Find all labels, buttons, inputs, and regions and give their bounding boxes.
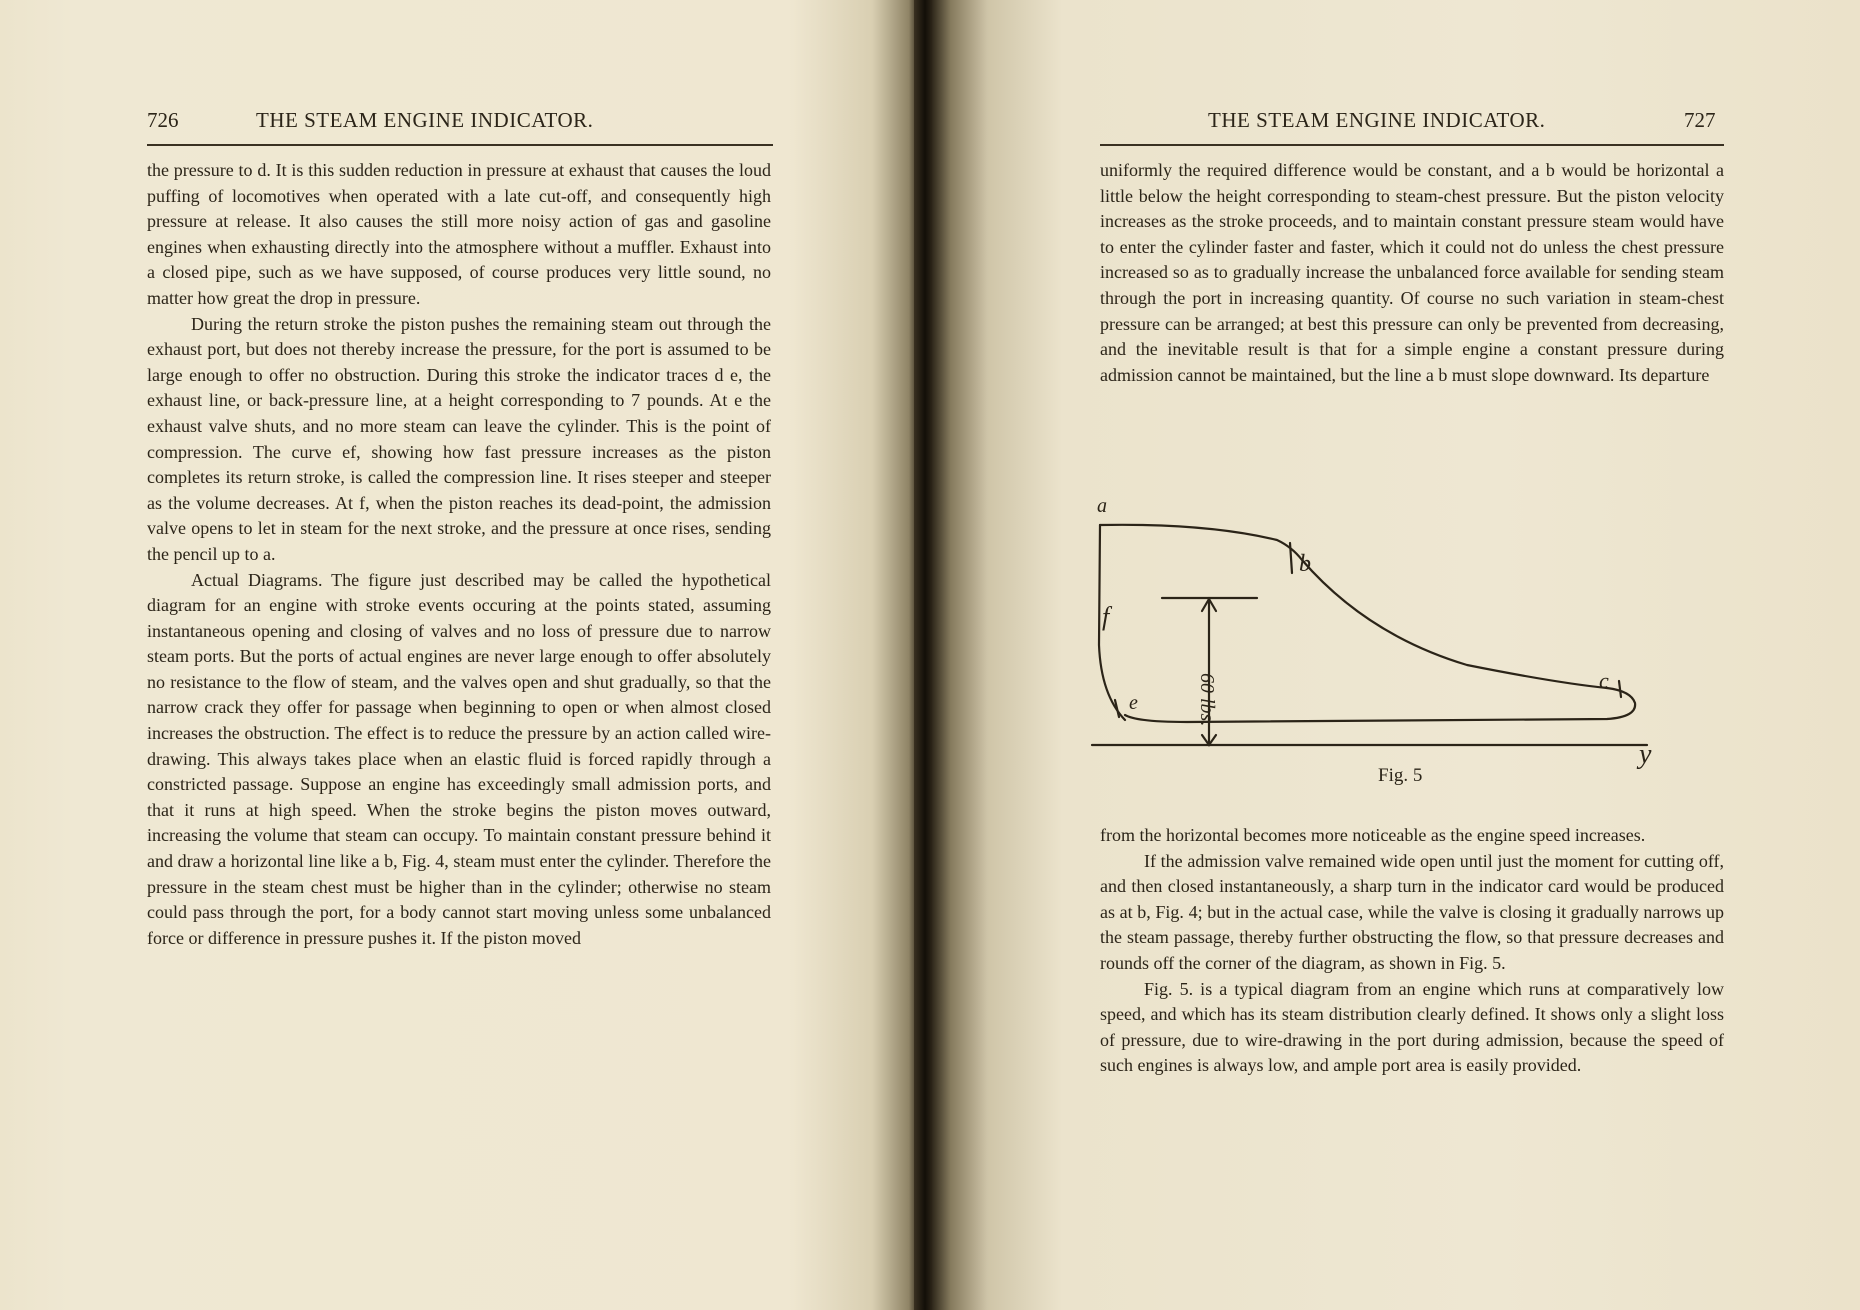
right-page-number: 727 [1684, 108, 1716, 132]
left-header-rule [147, 144, 773, 146]
right-body-text-bottom [1100, 823, 1724, 1079]
scale-label: 60 lbs. [1196, 673, 1218, 727]
label-e: e [1129, 692, 1138, 714]
label-f: f [1102, 602, 1110, 631]
left-body-text [147, 158, 771, 951]
indicator-diagram-figure [1087, 495, 1687, 775]
right-running-head: THE STEAM ENGINE INDICATOR. [1208, 108, 1546, 132]
right-paragraph-top: uniformly the required difference would be constant, and a b would be horizontal a little below the height corresponding to steam-chest pressure. But the piston velocity increases as the stroke proceeds, and to maintain constant pressure steam would have to enter the cylinder faster and faster, which it could not do unless the chest pressure increased so as to gradually increase the unbalanced force available for sending steam through the port in increasing quantity. Of course no such variation in steam-chest pressure can be arranged; at best this pressure can only be prevented from decreasing, and the inevitable result is that for a simple engine a constant pressure during admission cannot be maintained, but the line a b must slope downward. Its departure [1100, 160, 1724, 385]
left-page [0, 0, 918, 1310]
figure-caption: Fig. 5 [1378, 765, 1423, 786]
right-paragraph-bottom-3: Fig. 5. is a typical diagram from an engine which runs at comparatively low speed, and which has its steam distribution clearly defined. It shows only a slight loss of pressure, due to wire-drawing in the port during admission, because the speed of such engines is always low, and ample port area is easily provided. [1100, 978, 1724, 1076]
label-y: y [1639, 739, 1652, 770]
right-body-text-top [1100, 158, 1724, 388]
left-paragraph-1: the pressure to d. It is this sudden reduction in pressure at exhaust that causes the loud puffing of locomotives when operated with a late cut-off, and consequently high pressure at release. It also causes the still more noisy action of gas and gasoline engines when exhausting directly into the atmosphere without a muffler. Exhaust into a closed pipe, such as we have supposed, of course produces very little sound, no matter how great the drop in pressure. [147, 160, 771, 308]
right-header-rule [1100, 144, 1724, 146]
label-c: c [1599, 668, 1609, 693]
right-page [932, 0, 1860, 1310]
left-running-head: THE STEAM ENGINE INDICATOR. [256, 108, 594, 132]
left-paragraph-3: Actual Diagrams. The figure just described may be called the hypothetical diagram for an engine with stroke events occuring at the points stated, assuming instantaneous opening and closing of valves and no loss of pressure due to narrow steam ports. But the ports of actual engines are never large enough to offer absolutely no resistance to the flow of steam, and the valves open and shut gradually, so that the narrow crack they offer for passage when beginning to open or when almost closed increases the obstruction. The effect is to reduce the pressure by an action called wire-drawing. This always takes place when an elastic fluid is forced rapidly through a constricted passage. Suppose an engine has exceedingly small admission ports, and that it runs at high speed. When the stroke begins the piston moves outward, increasing the volume that steam can occupy. To maintain constant pressure behind it and draw a horizontal line like a b, Fig. 4, steam must enter the cylinder. Therefore the pressure in the steam chest must be higher than in the cylinder; otherwise no steam could pass through the port, for a body cannot start moving unless some unbalanced force or difference in pressure pushes it. If the piston moved [147, 569, 771, 948]
left-page-number: 726 [147, 108, 179, 132]
label-a: a [1097, 495, 1107, 517]
label-b: b [1299, 551, 1311, 577]
c-tick [1619, 681, 1621, 697]
right-paragraph-bottom-2: If the admission valve remained wide open until just the moment for cutting off, and then closed instantaneously, a sharp turn in the indicator card would be produced as at b, Fig. 4; but in the actual case, while the valve is closing it gradually narrows up the steam passage, thereby further obstructing the flow, so that pressure decreases and rounds off the corner of the diagram, as shown in Fig. 5. [1100, 850, 1724, 973]
steam-expansion-line [1100, 525, 1607, 688]
right-paragraph-bottom-1: from the horizontal becomes more noticeable as the engine speed increases. [1100, 825, 1646, 845]
b-tick [1290, 543, 1292, 573]
left-paragraph-2: During the return stroke the piston pushes the remaining steam out through the exhaust port, but does not thereby increase the pressure, for the port is assumed to be large enough to offer no obstruction. During this stroke the indicator traces d e, the exhaust line, or back-pressure line, at a height corresponding to 7 pounds. At e the exhaust valve shuts, and no more steam can leave the cylinder. This is the point of compression. The curve ef, showing how fast pressure increases as the piston completes its return stroke, is called the compression line. It rises steeper and steeper as the volume decreases. At f, when the piston reaches its dead-point, the admission valve opens to let in steam for the next stroke, and the pressure at once rises, sending the pencil up to a. [147, 313, 771, 564]
